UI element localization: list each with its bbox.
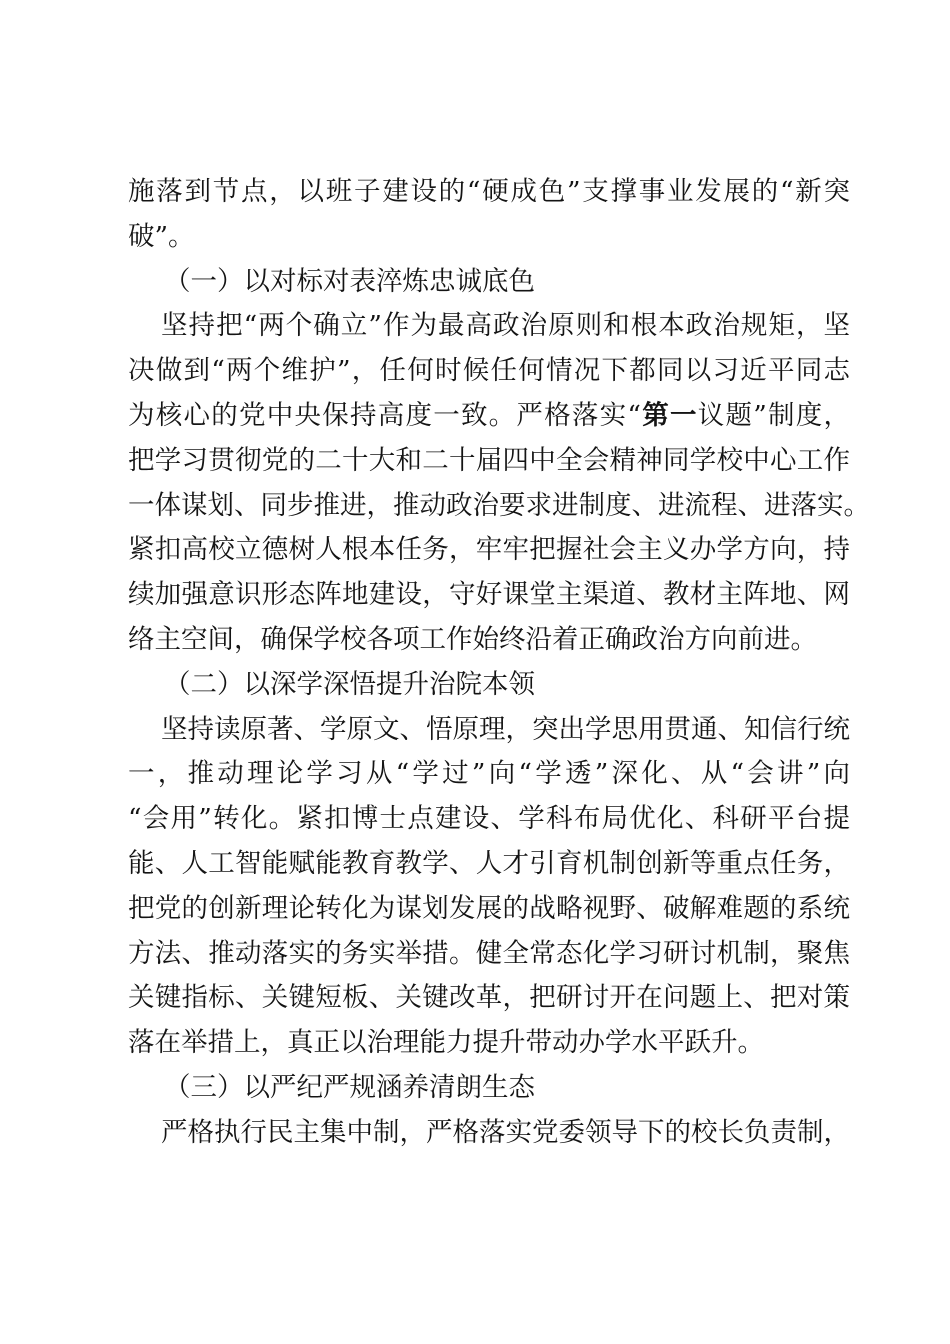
section-2-heading: （二）以深学深悟提升治院本领 <box>164 668 535 700</box>
section-2 <box>128 663 850 1066</box>
text-line: “会用”转化。紧扣博士点建设、学科布局优化、科研平台提 <box>128 803 850 835</box>
text-line: 破”。 <box>128 220 195 252</box>
text-line: 把学习贯彻党的二十大和二十届四中全会精神同学校中心工作 <box>128 444 850 476</box>
text-line: 决做到“两个维护”，任何时候任何情况下都同以习近平同志 <box>128 355 850 387</box>
text-line: 落在举措上，真正以治理能力提升带动办学水平跃升。 <box>128 1027 764 1059</box>
text-run: 议题”制度， <box>697 399 850 431</box>
section-1-heading: （一）以对标对表淬炼忠诚底色 <box>164 265 535 297</box>
text-run: 为核心的党中央保持高度一致。严格落实“ <box>128 399 641 431</box>
section-3 <box>128 1066 850 1156</box>
text-line: 紧扣高校立德树人根本任务，牢牢把握社会主义办学方向，持 <box>128 534 850 566</box>
text-line: 络主空间，确保学校各项工作始终沿着正确政治方向前进。 <box>128 623 817 655</box>
section-3-heading: （三）以严纪严规涵养清朗生态 <box>164 1071 535 1103</box>
text-line: 关键指标、关键短板、关键改革，把研讨开在问题上、把对策 <box>128 982 850 1014</box>
text-line: 坚持把“两个确立”作为最高政治原则和根本政治规矩，坚 <box>161 310 850 342</box>
text-line: 一体谋划、同步推进，推动政治要求进制度、进流程、进落实。 <box>128 489 870 521</box>
text-line: 把党的创新理论转化为谋划发展的战略视野、破解难题的系统 <box>128 892 850 924</box>
text-line: 施落到节点，以班子建设的“硬成色”支撑事业发展的“新突 <box>128 176 850 207</box>
text-line: 严格执行民主集中制，严格落实党委领导下的校长负责制， <box>161 1116 850 1148</box>
text-line: 能、人工智能赋能教育教学、人才引育机制创新等重点任务， <box>128 847 850 879</box>
text-line: 续加强意识形态阵地建设，守好课堂主渠道、教材主阵地、网 <box>128 579 850 611</box>
text-line: 方法、推动落实的务实举措。健全常态化学习研讨机制，聚焦 <box>128 937 850 969</box>
text-line: 一，推动理论学习从“学过”向“学透”深化、从“会讲”向 <box>128 758 850 790</box>
intro-paragraph <box>128 170 850 260</box>
section-1 <box>128 260 870 663</box>
text-line <box>128 394 850 439</box>
document-body <box>128 170 870 1156</box>
text-line: 坚持读原著、学原文、悟原理，突出学思用贯通、知信行统 <box>161 713 850 745</box>
bold-text-run: 第一 <box>640 399 698 431</box>
